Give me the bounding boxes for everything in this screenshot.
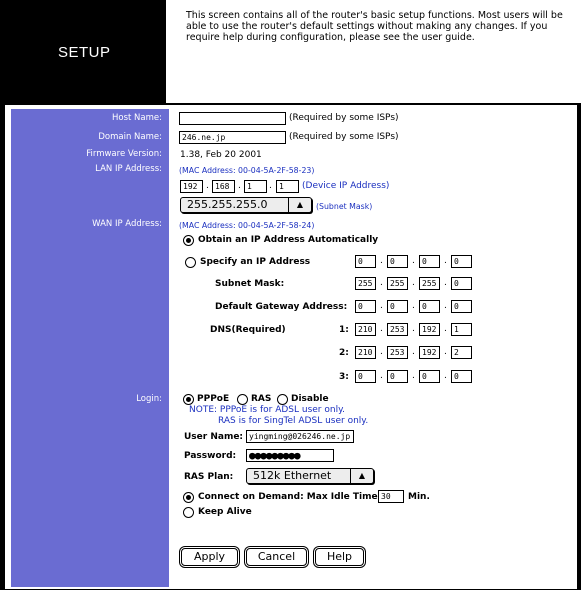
dot: . bbox=[380, 347, 383, 357]
login-note-pppoe: NOTE: PPPoE is for ADSL user only. bbox=[189, 405, 345, 415]
updown-arrow-icon: ▲ bbox=[350, 469, 373, 483]
connect-on-demand-label: Connect on Demand: Max Idle Time bbox=[198, 492, 378, 502]
dns2-label: 2: bbox=[339, 348, 349, 358]
gateway-label: Default Gateway Address: bbox=[215, 302, 348, 312]
dns2-octet-2[interactable]: 253 bbox=[387, 346, 408, 359]
lan-ip-octet-1[interactable]: 192 bbox=[180, 180, 203, 193]
wan-mac-address: (MAC Address: 00-04-5A-2F-58-24) bbox=[179, 221, 315, 230]
ras-plan-label: RAS Plan: bbox=[184, 472, 234, 482]
wan-subnet-octet-2[interactable]: 255 bbox=[387, 277, 408, 290]
gateway-octet-1[interactable]: 0 bbox=[355, 300, 376, 313]
login-note-ras: RAS is for SingTel ADSL user only. bbox=[218, 416, 369, 426]
ras-radio[interactable] bbox=[237, 394, 248, 405]
lan-ip-note: (Device IP Address) bbox=[302, 181, 390, 191]
dot: . bbox=[412, 278, 415, 288]
obtain-auto-radio[interactable] bbox=[183, 235, 194, 246]
ras-label: RAS bbox=[251, 394, 272, 404]
keep-alive-radio[interactable] bbox=[183, 507, 194, 518]
specify-ip-label: Specify an IP Address bbox=[200, 257, 311, 267]
dot: . bbox=[444, 347, 447, 357]
page-description: This screen contains all of the router's basic setup functions. Most users will be able to use the router's default settings without making any changes. If you require help during configuration, please see the user guide. bbox=[186, 10, 563, 43]
host-name-label: Host Name: bbox=[112, 113, 162, 123]
dns-label: DNS(Required) bbox=[210, 325, 286, 335]
dot: . bbox=[238, 181, 241, 191]
help-button[interactable]: Help bbox=[315, 548, 364, 566]
host-name-input[interactable] bbox=[179, 112, 286, 125]
connect-on-demand-radio[interactable] bbox=[183, 492, 194, 503]
gateway-octet-4[interactable]: 0 bbox=[451, 300, 472, 313]
password-input[interactable]: ●●●●●●●●● bbox=[246, 449, 334, 462]
login-label: Login: bbox=[136, 394, 162, 404]
lan-mac-address: (MAC Address: 00-04-5A-2F-58-23) bbox=[179, 166, 315, 175]
wan-ip-octet-3[interactable]: 0 bbox=[419, 255, 440, 268]
ras-plan-value: 512k Ethernet bbox=[253, 469, 332, 482]
dot: . bbox=[380, 301, 383, 311]
firmware-version-value: 1.38, Feb 20 2001 bbox=[180, 150, 262, 160]
gateway-octet-3[interactable]: 0 bbox=[419, 300, 440, 313]
password-label: Password: bbox=[184, 451, 237, 461]
gateway-octet-2[interactable]: 0 bbox=[387, 300, 408, 313]
dot: . bbox=[412, 347, 415, 357]
dot: . bbox=[380, 256, 383, 266]
dot: . bbox=[412, 371, 415, 381]
dns1-octet-4[interactable]: 1 bbox=[451, 323, 472, 336]
dot: . bbox=[444, 278, 447, 288]
disable-radio[interactable] bbox=[277, 394, 288, 405]
dot: . bbox=[269, 181, 272, 191]
dns3-octet-1[interactable]: 0 bbox=[355, 370, 376, 383]
keep-alive-label: Keep Alive bbox=[198, 507, 252, 517]
user-name-label: User Name: bbox=[184, 432, 244, 442]
dns1-label: 1: bbox=[339, 325, 349, 335]
wan-subnet-label: Subnet Mask: bbox=[215, 279, 285, 289]
labels-column bbox=[11, 109, 169, 587]
lan-ip-octet-2[interactable]: 168 bbox=[212, 180, 235, 193]
cancel-button[interactable]: Cancel bbox=[246, 548, 307, 566]
dns1-octet-1[interactable]: 210 bbox=[355, 323, 376, 336]
lan-ip-octet-4[interactable]: 1 bbox=[276, 180, 299, 193]
dot: . bbox=[412, 324, 415, 334]
pppoe-radio[interactable] bbox=[183, 394, 194, 405]
dns2-octet-1[interactable]: 210 bbox=[355, 346, 376, 359]
dot: . bbox=[444, 256, 447, 266]
wan-ip-octet-4[interactable]: 0 bbox=[451, 255, 472, 268]
domain-name-note: (Required by some ISPs) bbox=[289, 132, 399, 142]
domain-name-label: Domain Name: bbox=[98, 132, 162, 142]
max-idle-unit: Min. bbox=[408, 492, 430, 502]
user-name-input[interactable]: yingming@026246.ne.jp bbox=[246, 430, 354, 443]
dns2-octet-3[interactable]: 192 bbox=[419, 346, 440, 359]
wan-subnet-octet-3[interactable]: 255 bbox=[419, 277, 440, 290]
dns3-octet-4[interactable]: 0 bbox=[451, 370, 472, 383]
domain-name-input[interactable]: 246.ne.jp bbox=[179, 131, 286, 144]
dot: . bbox=[444, 324, 447, 334]
lan-ip-label: LAN IP Address: bbox=[95, 164, 162, 174]
wan-subnet-octet-4[interactable]: 0 bbox=[451, 277, 472, 290]
pppoe-label: PPPoE bbox=[197, 394, 230, 404]
dns1-octet-3[interactable]: 192 bbox=[419, 323, 440, 336]
page-title: SETUP bbox=[58, 44, 111, 61]
firmware-version-label: Firmware Version: bbox=[86, 149, 162, 159]
dot: . bbox=[444, 371, 447, 381]
host-name-note: (Required by some ISPs) bbox=[289, 113, 399, 123]
ras-plan-select[interactable] bbox=[246, 468, 374, 484]
dot: . bbox=[380, 324, 383, 334]
wan-subnet-octet-1[interactable]: 255 bbox=[355, 277, 376, 290]
dns2-octet-4[interactable]: 2 bbox=[451, 346, 472, 359]
dot: . bbox=[380, 278, 383, 288]
wan-ip-octet-1[interactable]: 0 bbox=[355, 255, 376, 268]
lan-subnet-select[interactable] bbox=[180, 197, 312, 213]
wan-ip-label: WAN IP Address: bbox=[92, 219, 162, 229]
dns3-label: 3: bbox=[339, 372, 349, 382]
dot: . bbox=[206, 181, 209, 191]
dot: . bbox=[380, 371, 383, 381]
dot: . bbox=[412, 301, 415, 311]
max-idle-input[interactable]: 30 bbox=[378, 490, 404, 503]
disable-label: Disable bbox=[291, 394, 329, 404]
dot: . bbox=[444, 301, 447, 311]
lan-subnet-note: (Subnet Mask) bbox=[316, 202, 373, 211]
specify-ip-radio[interactable] bbox=[185, 257, 196, 268]
wan-ip-octet-2[interactable]: 0 bbox=[387, 255, 408, 268]
dot: . bbox=[412, 256, 415, 266]
updown-arrow-icon: ▲ bbox=[288, 198, 311, 212]
lan-ip-octet-3[interactable]: 1 bbox=[244, 180, 267, 193]
dns3-octet-3[interactable]: 0 bbox=[419, 370, 440, 383]
dns3-octet-2[interactable]: 0 bbox=[387, 370, 408, 383]
lan-subnet-value: 255.255.255.0 bbox=[187, 198, 268, 211]
dns1-octet-2[interactable]: 253 bbox=[387, 323, 408, 336]
obtain-auto-label: Obtain an IP Address Automatically bbox=[198, 235, 379, 245]
apply-button[interactable]: Apply bbox=[181, 548, 238, 566]
